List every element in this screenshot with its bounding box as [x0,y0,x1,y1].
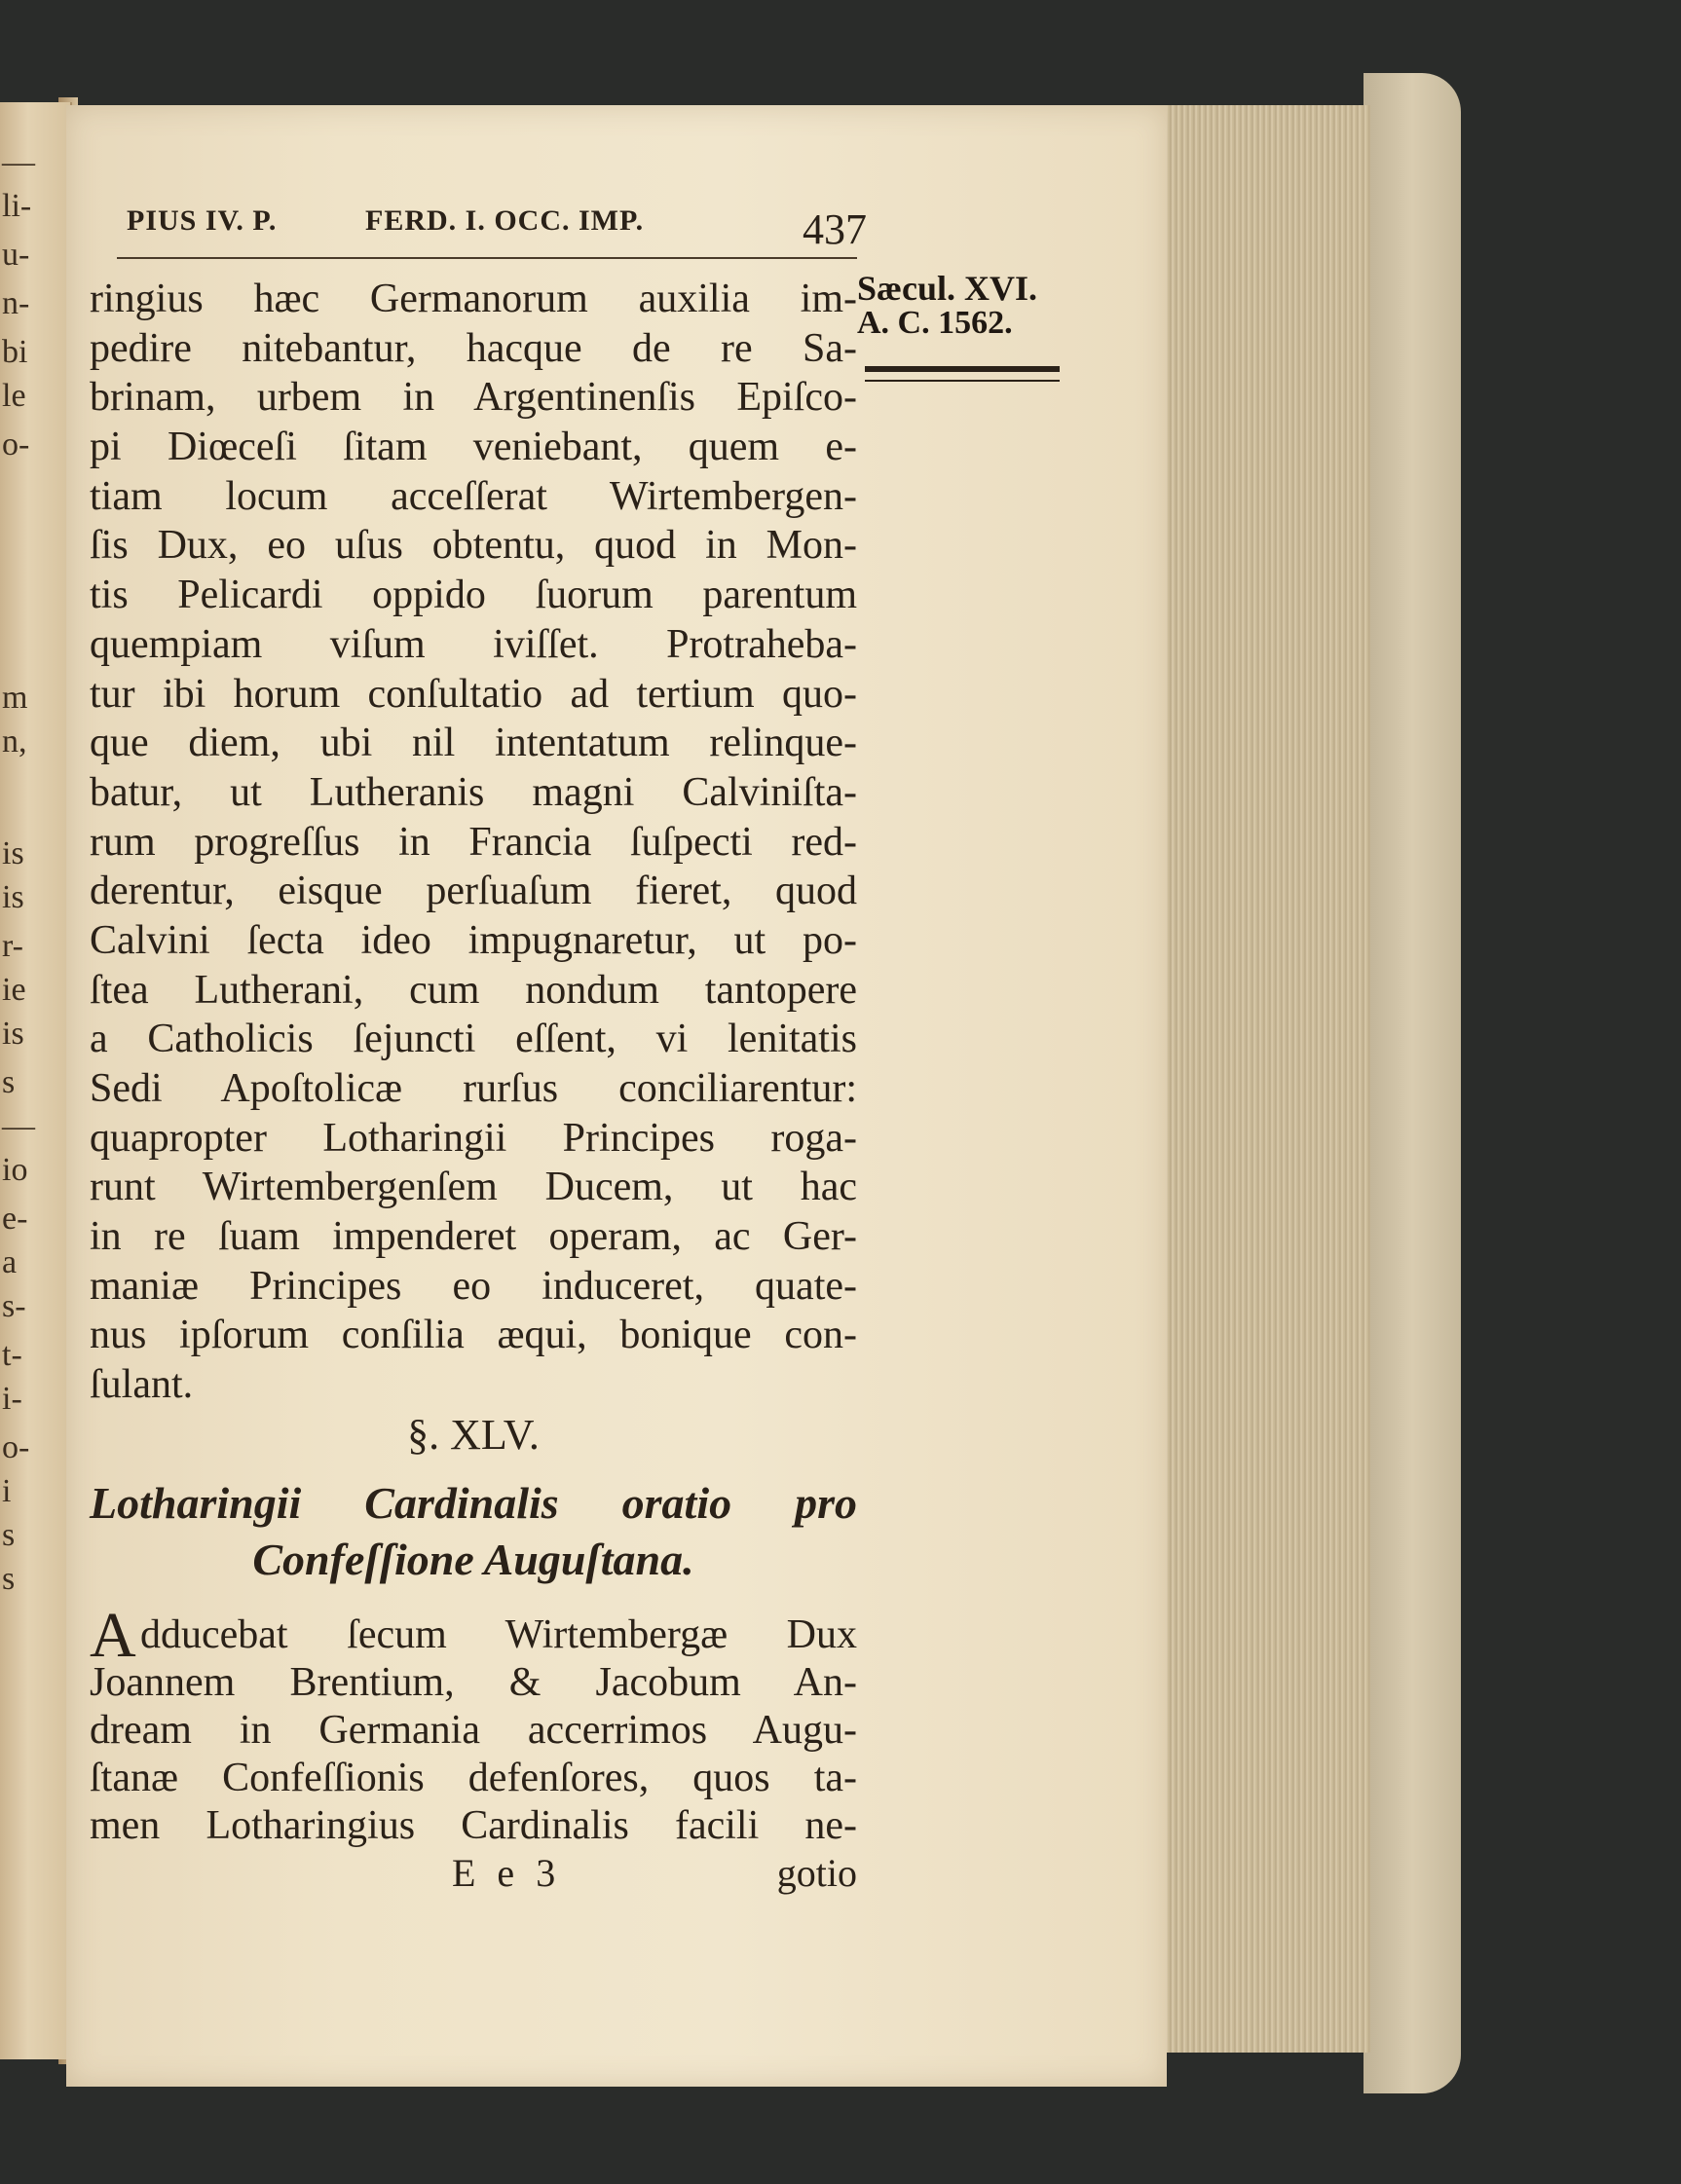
left-page-fragment: n, [2,723,27,759]
body-text [90,275,857,1410]
left-page-fragment: — [2,1108,35,1144]
text-line: ſulant. [90,1362,194,1408]
left-page-fragment: — [2,144,35,180]
text-line: ringius hæc Germanorum auxilia im- [90,277,857,321]
text-line: tur ibi horum conſultatio ad tertium quo- [90,671,857,717]
text-line: maniæ Principes eo induceret, quate- [90,1263,857,1309]
heading-line-2: Confeſſione Auguſtana. [252,1535,694,1584]
text-line: que diem, ubi nil intentatum relinque- [90,721,857,766]
text-line: pedire nitebantur, hacque de re Sa- [90,325,857,371]
text-line: dducebat ſecum Wirtembergæ Dux [140,1612,857,1657]
text-line: Joannem Brentium, & Jacobum An- [90,1660,857,1705]
left-page-fragment: n- [2,285,30,321]
left-page-fragment: is [2,879,24,915]
text-line: ſis Dux, eo uſus obtentu, quod in Mon- [90,523,857,569]
left-page-fragment: s [2,1561,16,1597]
text-line: men Lotharingius Cardinalis facili ne- [90,1803,857,1848]
signature-mark: E e 3 [452,1851,562,1895]
text-line: in re ſuam impenderet operam, ac Ger- [90,1214,857,1260]
left-page-fragment: i [2,1473,12,1509]
left-page-fragment: a [2,1244,18,1280]
text-line: runt Wirtembergenſem Ducem, ut hac [90,1165,857,1210]
margin-note-century: Sæcul. XVI. [857,269,1038,308]
left-page-fragment: e- [2,1201,28,1237]
left-page-fragment: le [2,378,26,414]
left-page-fragment: is [2,1016,24,1052]
left-page-fragment: o- [2,426,30,463]
margin-rule-thin [865,380,1060,382]
page-number: 437 [803,205,867,253]
left-page-fragment: ie [2,972,26,1008]
left-facing-page [0,102,72,2059]
drop-cap: A [90,1600,136,1671]
margin-rule-thick [865,366,1060,372]
margin-note [857,268,1071,342]
text-line: ſtanæ Confeſſionis defenſores, quos ta- [90,1756,857,1800]
text-line: brinam, urbem in Argentinenſis Epiſco- [90,375,857,421]
page-footer [90,1850,857,1908]
text-line: nus ipſorum conſilia æqui, bonique con- [90,1313,857,1358]
margin-note-year: A. C. 1562. [857,305,1013,341]
running-head [127,204,867,253]
head-rule [117,257,857,259]
left-page-fragment: s- [2,1288,26,1324]
text-line: batur, ut Lutheranis magni Calviniſta- [90,769,857,815]
paragraph-2 [90,1611,857,1850]
text-line: dream in Germania accerrimos Augu- [90,1708,857,1753]
left-page-fragment: li- [2,188,32,224]
text-line: rum progreſſus in Francia ſuſpecti red- [90,819,857,865]
text-line: ſtea Lutherani, cum nondum tantopere [90,967,857,1013]
text-line: Calvini ſecta ideo impugnaretur, ut po- [90,917,857,963]
left-page-fragment: s [2,1517,16,1553]
text-line: tis Pelicardi oppido ſuorum parentum [90,573,857,618]
section-heading [90,1475,857,1588]
left-page-fragment: i- [2,1381,22,1417]
catchword: gotio [776,1851,857,1895]
left-page-fragment: io [2,1152,28,1188]
text-line: a Catholicis ſejuncti eſſent, vi lenitatis [90,1017,857,1062]
left-page-fragment: r- [2,928,23,964]
text-line: quapropter Lotharingii Principes roga- [90,1115,857,1161]
text-line: Sedi Apoſtolicæ rurſus conciliarentur: [90,1066,857,1111]
heading-line-1: Lotharingii Cardinalis oratio pro [90,1478,857,1528]
left-page-fragment: t- [2,1337,22,1373]
left-page-fragment: is [2,835,24,871]
book-cover-edge [1363,73,1461,2093]
text-line: pi Diœceſi ſitam veniebant, quem e- [90,425,857,470]
left-page-fragment: s [2,1064,16,1100]
text-line: quempiam viſum iviſſet. Protraheba- [90,621,857,667]
left-page-fragment: o- [2,1429,30,1465]
section-number: §. XLV. [407,1411,540,1459]
left-page-fragment: u- [2,237,30,273]
running-head-left: PIUS IV. P. [127,204,278,237]
text-line: tiam locum acceſſerat Wirtembergen- [90,473,857,519]
left-page-fragment: m [2,680,28,716]
left-page-fragment: bi [2,334,28,370]
running-head-middle: FERD. I. OCC. IMP. [365,204,645,237]
text-line: derentur, eisque perſuaſum fieret, quod [90,869,857,914]
page-edges [1149,105,1370,2053]
